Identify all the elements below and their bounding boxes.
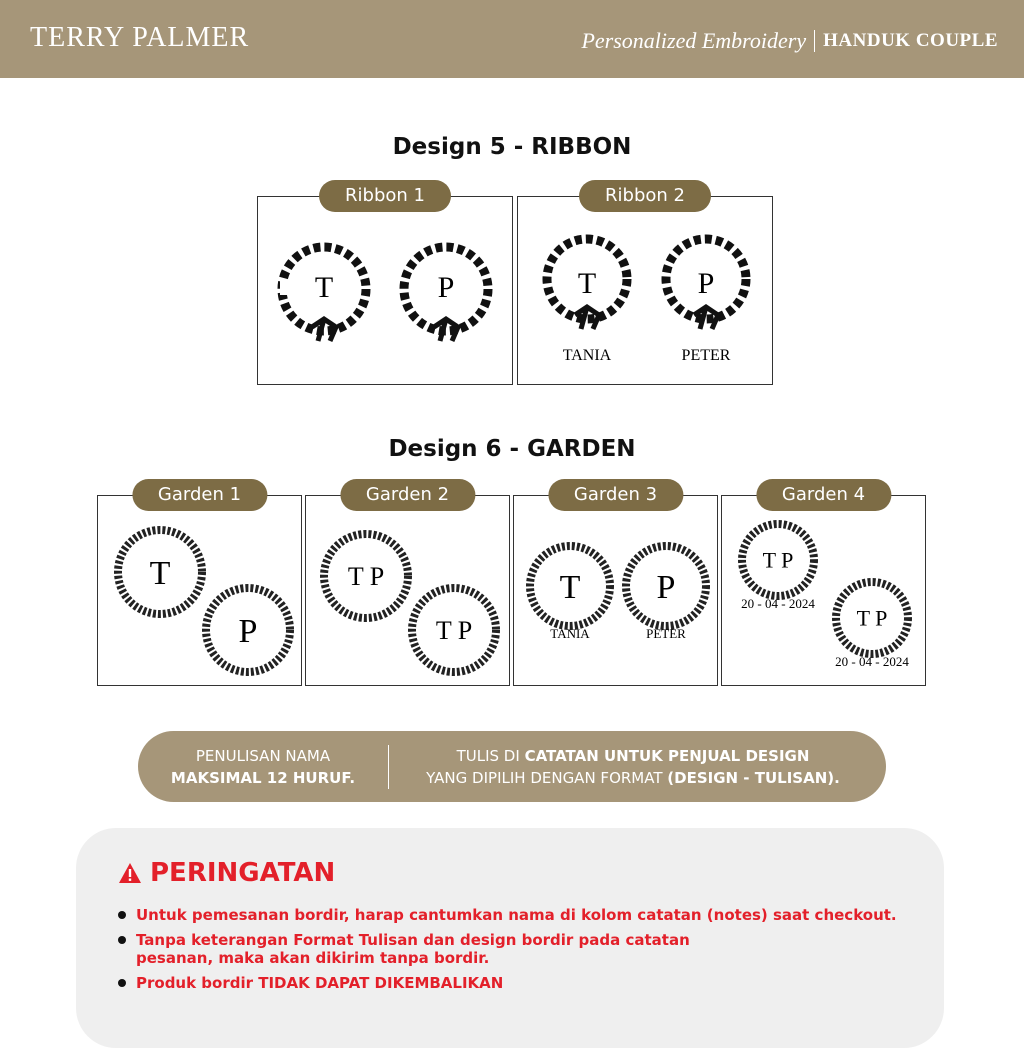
monogram-letter: T [577,267,597,300]
garden-wreath-icons [98,496,303,687]
garden-label: Garden 3 [548,479,683,511]
ribbon-wreath-icons [518,197,774,386]
garden-wreath-icons [306,496,511,687]
monogram-text: T [149,554,171,592]
warning-item: Untuk pemesanan bordir, harap cantumkan nama di kolom catatan (notes) saat checkout. [118,906,897,924]
garden-box-4 [721,484,926,686]
product-name: HANDUK COUPLE [823,30,998,51]
ribbon-title: Design 5 - RIBBON [392,134,632,160]
warning-item: Tanpa keterangan Format Tulisan dan design bordir pada catatan pesanan, maka akan dikirim tanpa bordir. [118,931,768,967]
header [0,0,1024,78]
monogram-text: P [238,612,258,650]
warning-heading [118,858,335,888]
garden-label: Garden 2 [340,479,475,511]
monogram-caption: PETER [646,626,686,641]
note-text: YANG DIPILIH DENGAN FORMAT [426,769,668,787]
ribbon-1-label: Ribbon 1 [319,180,451,212]
divider [814,30,815,52]
monogram-text: T [559,568,581,606]
garden-wreath-icons [722,496,927,687]
tagline-script: Personalized Embroidery [581,28,807,53]
note-text: TULIS DI [456,747,525,765]
divider [388,745,389,789]
warning-list [118,906,897,999]
ribbon-2-label: Ribbon 2 [579,180,711,212]
monogram-letter: P [697,267,715,300]
info-banner [138,731,886,802]
note-bold: CATATAN UNTUK PENJUAL DESIGN [524,747,810,765]
note-bold: (DESIGN - TULISAN). [667,769,840,787]
ribbon-box-1 [257,185,513,385]
brand-logo: TERRY PALMER [30,22,250,53]
format-note [398,745,868,789]
monogram-text: T P [856,605,888,631]
garden-title: Design 6 - GARDEN [388,436,636,462]
garden-label: Garden 4 [756,479,891,511]
garden-box-1 [97,484,302,686]
monogram-caption: 20 - 04 - 2024 [835,654,909,669]
ribbon-wreath-icons [258,197,514,386]
monogram-letter: P [437,271,455,304]
monogram-text: T P [435,616,473,646]
tagline [581,28,998,54]
monogram-name: PETER [681,347,731,364]
note-line-bold: MAKSIMAL 12 HURUF. [170,769,356,787]
warning-panel [76,828,944,1048]
note-line: PENULISAN NAMA [195,747,331,765]
monogram-caption: TANIA [550,626,590,641]
warning-triangle-icon [118,862,142,884]
monogram-letter: T [314,271,334,304]
warning-title: PERINGATAN [150,858,336,888]
monogram-text: T P [762,547,794,573]
monogram-text: P [656,568,676,606]
monogram-text: T P [347,562,385,592]
garden-box-2 [305,484,510,686]
ribbon-box-2 [517,185,773,385]
garden-label: Garden 1 [132,479,267,511]
garden-wreath-icons [514,496,719,687]
name-limit-note [158,745,368,789]
garden-box-3 [513,484,718,686]
monogram-caption: 20 - 04 - 2024 [741,596,815,611]
warning-item: Produk bordir TIDAK DAPAT DIKEMBALIKAN [118,974,897,992]
monogram-name: TANIA [562,347,612,364]
